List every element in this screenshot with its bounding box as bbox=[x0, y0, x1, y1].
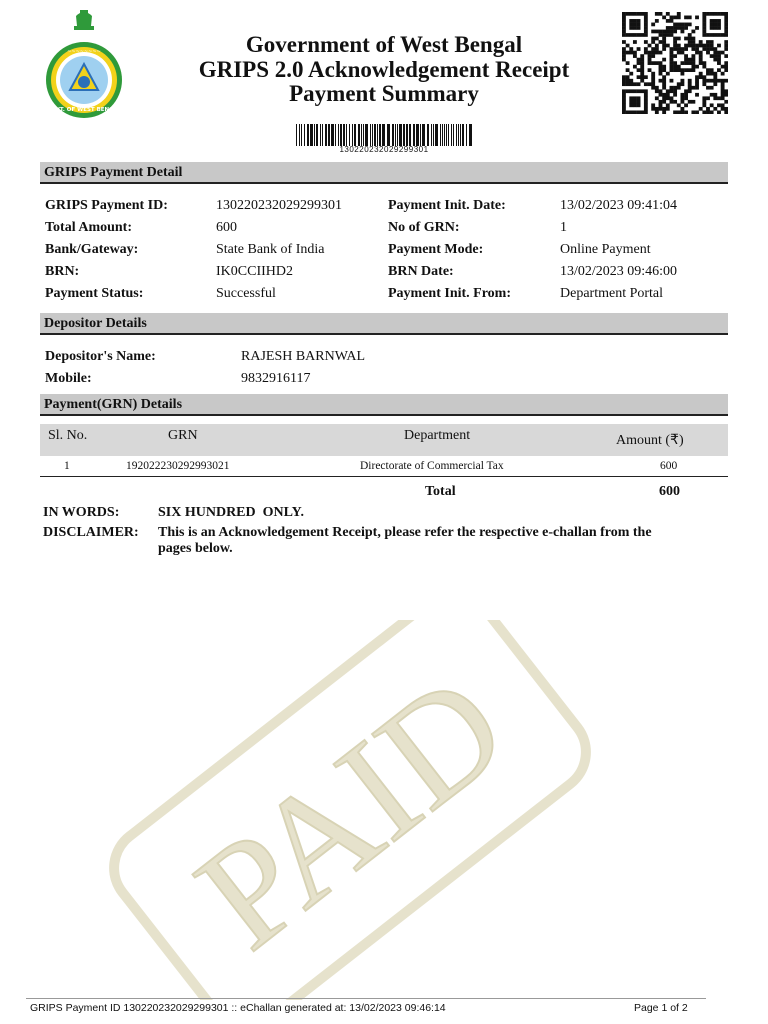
depositor-name-label: Depositor's Name: bbox=[45, 349, 156, 364]
depositor-details-header: Depositor Details bbox=[40, 313, 728, 335]
total-amount-value: 600 bbox=[216, 220, 237, 235]
bank-gateway-value: State Bank of India bbox=[216, 242, 325, 257]
payment-init-date-label: Payment Init. Date: bbox=[388, 198, 506, 213]
in-words-value: SIX HUNDRED ONLY. bbox=[158, 505, 305, 520]
mobile-value: 9832916117 bbox=[241, 371, 311, 386]
payment-init-from-label: Payment Init. From: bbox=[388, 286, 511, 301]
total-label: Total bbox=[425, 484, 456, 499]
payment-status-label: Payment Status: bbox=[45, 286, 144, 301]
paid-stamp-text: PAID bbox=[167, 642, 535, 981]
in-words-label: IN WORDS: bbox=[43, 505, 120, 520]
col-department: Department bbox=[404, 428, 471, 443]
payment-mode-label: Payment Mode: bbox=[388, 242, 484, 257]
row-grn: 192022230292993021 bbox=[126, 460, 230, 472]
disclaimer-line-1: This is an Acknowledgement Receipt, please refer the respective e-challan from the bbox=[158, 525, 652, 540]
payment-id-value: 130220232029299301 bbox=[216, 198, 342, 213]
disclaimer-label: DISCLAIMER: bbox=[43, 525, 139, 540]
payment-init-date-value: 13/02/2023 09:41:04 bbox=[560, 198, 678, 213]
paid-stamp-watermark bbox=[40, 620, 660, 1000]
payment-detail-header: GRIPS Payment Detail bbox=[40, 162, 728, 184]
col-amount: Amount (₹) bbox=[616, 433, 684, 448]
depositor-name-value: RAJESH BARNWAL bbox=[241, 349, 366, 364]
payment-id-label: GRIPS Payment ID: bbox=[45, 198, 168, 213]
disclaimer-line-2: pages below. bbox=[158, 541, 233, 556]
qr-code bbox=[622, 12, 728, 114]
row-sl: 1 bbox=[64, 460, 70, 472]
total-amount-label: Total Amount: bbox=[45, 220, 133, 235]
row-department: Directorate of Commercial Tax bbox=[360, 460, 504, 472]
government-title: Government of West Bengal bbox=[245, 32, 523, 57]
footer-payment-info: GRIPS Payment ID 130220232029299301 :: eChallan generated at: 13/02/2023 09:46:14 bbox=[30, 1002, 446, 1014]
brn-date-value: 13/02/2023 09:46:00 bbox=[560, 264, 678, 279]
payment-mode-value: Online Payment bbox=[560, 242, 651, 257]
total-value: 600 bbox=[659, 484, 680, 499]
payment-status-value: Successful bbox=[216, 286, 276, 301]
brn-date-label: BRN Date: bbox=[388, 264, 454, 279]
brn-label: BRN: bbox=[45, 264, 80, 279]
no-of-grn-value: 1 bbox=[560, 220, 567, 235]
grn-table-header bbox=[40, 424, 728, 456]
footer-divider bbox=[26, 998, 706, 999]
no-of-grn-label: No of GRN: bbox=[388, 220, 460, 235]
west-bengal-emblem-logo bbox=[43, 8, 125, 120]
bank-gateway-label: Bank/Gateway: bbox=[45, 242, 139, 257]
total-divider bbox=[40, 476, 728, 477]
col-sl-no: Sl. No. bbox=[48, 428, 88, 443]
col-grn: GRN bbox=[168, 428, 198, 443]
payment-init-from-value: Department Portal bbox=[560, 286, 664, 301]
brn-value: IK0CCIIHD2 bbox=[216, 264, 293, 279]
grn-details-header: Payment(GRN) Details bbox=[40, 394, 728, 416]
row-amount: 600 bbox=[660, 460, 678, 472]
receipt-title: GRIPS 2.0 Acknowledgement Receipt bbox=[198, 57, 570, 82]
svg-text:GOVT. OF WEST BENGAL: GOVT. OF WEST BENGAL bbox=[46, 107, 122, 113]
footer-page-number: Page 1 of 2 bbox=[634, 1002, 688, 1014]
summary-title: Payment Summary bbox=[289, 81, 479, 106]
barcode-number: 130220232029299301 bbox=[339, 145, 429, 154]
mobile-label: Mobile: bbox=[45, 371, 92, 386]
barcode bbox=[296, 124, 472, 146]
svg-text:~~~~~~~~: ~~~~~~~~ bbox=[67, 49, 101, 55]
